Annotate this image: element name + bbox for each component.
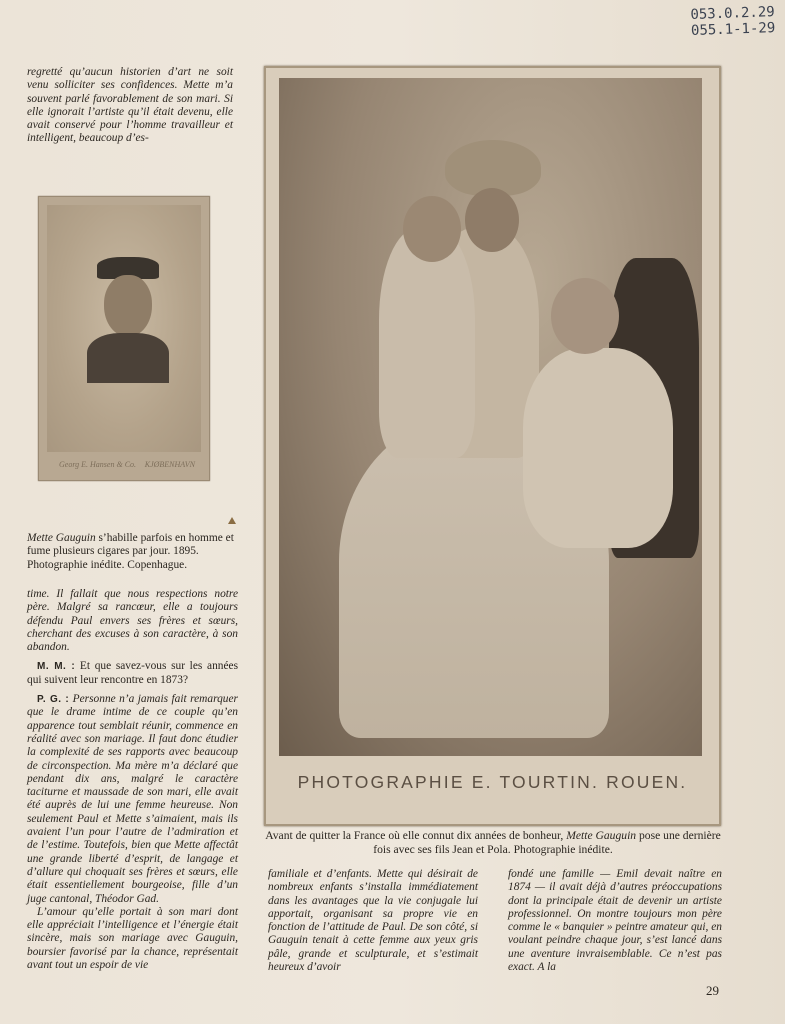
caption-part-2: pose une dernière fois avec ses fils Jean et Pola. Photographie inédite. bbox=[373, 829, 721, 856]
answer-speaker: P. G. : bbox=[37, 694, 70, 706]
caption-pointer-icon bbox=[228, 517, 236, 524]
photo-child-left bbox=[379, 228, 475, 458]
photographer-imprint: PHOTOGRAPHIE E. TOURTIN. ROUEN. bbox=[297, 772, 688, 792]
answer-text: Personne n’a jamais fait remarquer que le drame intime de ce couple qu’en apparence tout semblait réunir, commence en réalité avec son mariage. Il faut donc étudier la complexité de ses rapports avec beaucoup de circonspection. Ma mère m’a déclaré que pendant dix ans, malgré le caractère taciturne et maussade de son mari, elle avait été auprès de lui une femme heureuse. Non seulement Paul et Mette s’aimaient, mais ils avaient l’un pour l’autre de l’admiration et de l’estime. Toutefois, bien que Mette affectât une grande liberté d’esprit, de langage et d’allure qui choquait ses frères et sœurs, elle était essentiellement bourgeoise, fille d’un juge cantonal, Théodor Gad. bbox=[27, 693, 238, 905]
family-photo-image bbox=[279, 78, 702, 756]
interview-answer bbox=[27, 693, 238, 906]
studio-mark-left: Georg E. Hansen & Co. bbox=[59, 460, 137, 469]
bottom-column-left-text: familiale et d’enfants. Mette qui désirait de nombreux enfants s’installa immédiatement dans les avantages que la vie conjugale lui apportait, organisant sa propre vie en fonction de l’attitude de Paul. De son côté, si Gauguin tenait à cette femme aux yeux gris pâle, grande et sculpturale, et s’estimait heureux d’avoir bbox=[268, 868, 478, 974]
portrait-caption-name: Mette Gauguin bbox=[27, 532, 96, 544]
bottom-column-left bbox=[268, 868, 478, 974]
top-paragraph bbox=[27, 66, 233, 146]
photo-child-right-head bbox=[551, 278, 619, 354]
portrait-caption-text: s’habille parfois en homme et fume plusieurs cigares par jour. 1895. Photographie inédite. Copenhague. bbox=[27, 532, 234, 571]
photo-child-left-head bbox=[403, 196, 461, 262]
page-number: 29 bbox=[706, 983, 719, 998]
studio-mark bbox=[59, 460, 195, 472]
family-photo-caption bbox=[262, 829, 724, 857]
caption-part-1: Avant de quitter la France où elle connut dix années de bonheur, bbox=[265, 829, 567, 842]
family-photo bbox=[264, 66, 721, 826]
interview-para-3: L’amour qu’elle portait à son mari dont elle appréciait l’intelligence et l’énergie était sincère, mais son mariage avec Gauguin, boursier favorisé par la chance, représentait avant tout un espoir de vie bbox=[27, 905, 238, 972]
studio-mark-right: KJØBENHAVN bbox=[144, 460, 195, 469]
interview-question bbox=[27, 660, 238, 687]
bottom-column-right-text: fondé une famille — Emil devait naître en 1874 — il avait déjà d’autres préoccupations dont la principale était de devenir un artiste professionnel. On montre toujours mon père comme le « banquier » peintre amateur qui, en voulant peindre chaque jour, s’est lancé dans une aventure invraisemblable. Ce n’est pas exact. A la bbox=[508, 868, 722, 974]
portrait-caption bbox=[27, 532, 241, 572]
top-paragraph-text: regretté qu’aucun historien d’art ne soit venu solliciter ses confidences. Mette m’a souvent parlé favorablement de son mari. Si elle ignorait l’artiste qu’il était devenu, elle avait conservé pour l’homme travailleur et intelligent, beaucoup d’es- bbox=[27, 66, 233, 145]
photo-woman-head bbox=[465, 188, 519, 252]
bottom-column-right bbox=[508, 868, 722, 974]
interview-para-1: time. Il fallait que nous respections notre père. Malgré sa rancœur, elle a toujours défendu Paul envers ses frères et sœurs, cherchant des excuses à son caractère, à son abandon. bbox=[27, 588, 238, 654]
photo-child-right bbox=[523, 348, 673, 548]
portrait-face bbox=[104, 275, 152, 337]
portrait-coat bbox=[87, 333, 169, 383]
catalog-line-2: 055.1-1-29 bbox=[690, 20, 776, 40]
handwritten-catalog-number bbox=[664, 4, 775, 40]
catalog-line-1: 053.0.2.29 bbox=[690, 4, 775, 24]
portrait-image bbox=[47, 205, 201, 452]
question-speaker: M. M. : bbox=[37, 661, 76, 673]
caption-name: Mette Gauguin bbox=[566, 829, 637, 842]
portrait-photo-mette bbox=[38, 196, 210, 481]
question-text: Et que savez-vous sur les années qui suivent leur rencontre en 1873? bbox=[27, 660, 238, 686]
interview-column bbox=[27, 588, 238, 972]
